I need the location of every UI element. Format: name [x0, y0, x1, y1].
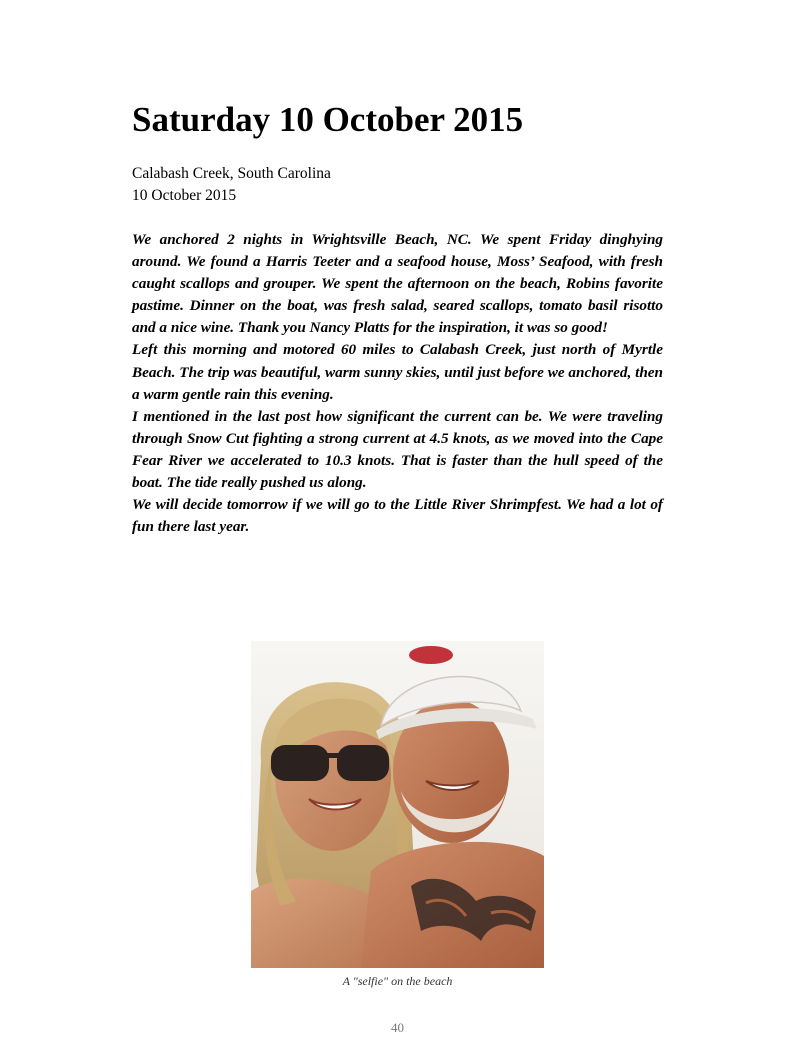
post-body: [132, 229, 663, 538]
paragraph: Left this morning and motored 60 miles to Calabash Creek, just north of Myrtle Beach. The trip was beautiful, warm sunny skies, until just before we anchored, then a warm gentle rain this evening.: [132, 341, 663, 403]
page-title: Saturday 10 October 2015: [132, 100, 524, 139]
paragraph: We will decide tomorrow if we will go to the Little River Shrimpfest. We had a lot of fun there last year.: [132, 496, 663, 536]
selfie-illustration: [251, 641, 544, 968]
post-meta: [132, 163, 331, 207]
location-line: Calabash Creek, South Carolina: [132, 165, 331, 182]
date-line: 10 October 2015: [132, 187, 237, 204]
selfie-photo: [251, 641, 544, 968]
paragraph: I mentioned in the last post how significant the current can be. We were traveling through Snow Cut fighting a strong current at 4.5 knots, as we moved into the Cape Fear River we accelerated to 10.3 knots. That is faster than the hull speed of the boat. The tide really pushed us along.: [132, 407, 663, 492]
page-number: 40: [391, 1020, 404, 1035]
photo-caption: A "selfie" on the beach: [342, 974, 453, 988]
paragraph: We anchored 2 nights in Wrightsville Beach, NC. We spent Friday dinghying around. We found a Harris Teeter and a seafood house, Moss’ Seafood, with fresh caught scallops and grouper. We spent the afternoon on the beach, Robins favorite pastime. Dinner on the boat, was fresh salad, seared scallops, tomato basil risotto and a nice wine. Thank you Nancy Platts for the inspiration, it was so good!: [132, 231, 663, 337]
